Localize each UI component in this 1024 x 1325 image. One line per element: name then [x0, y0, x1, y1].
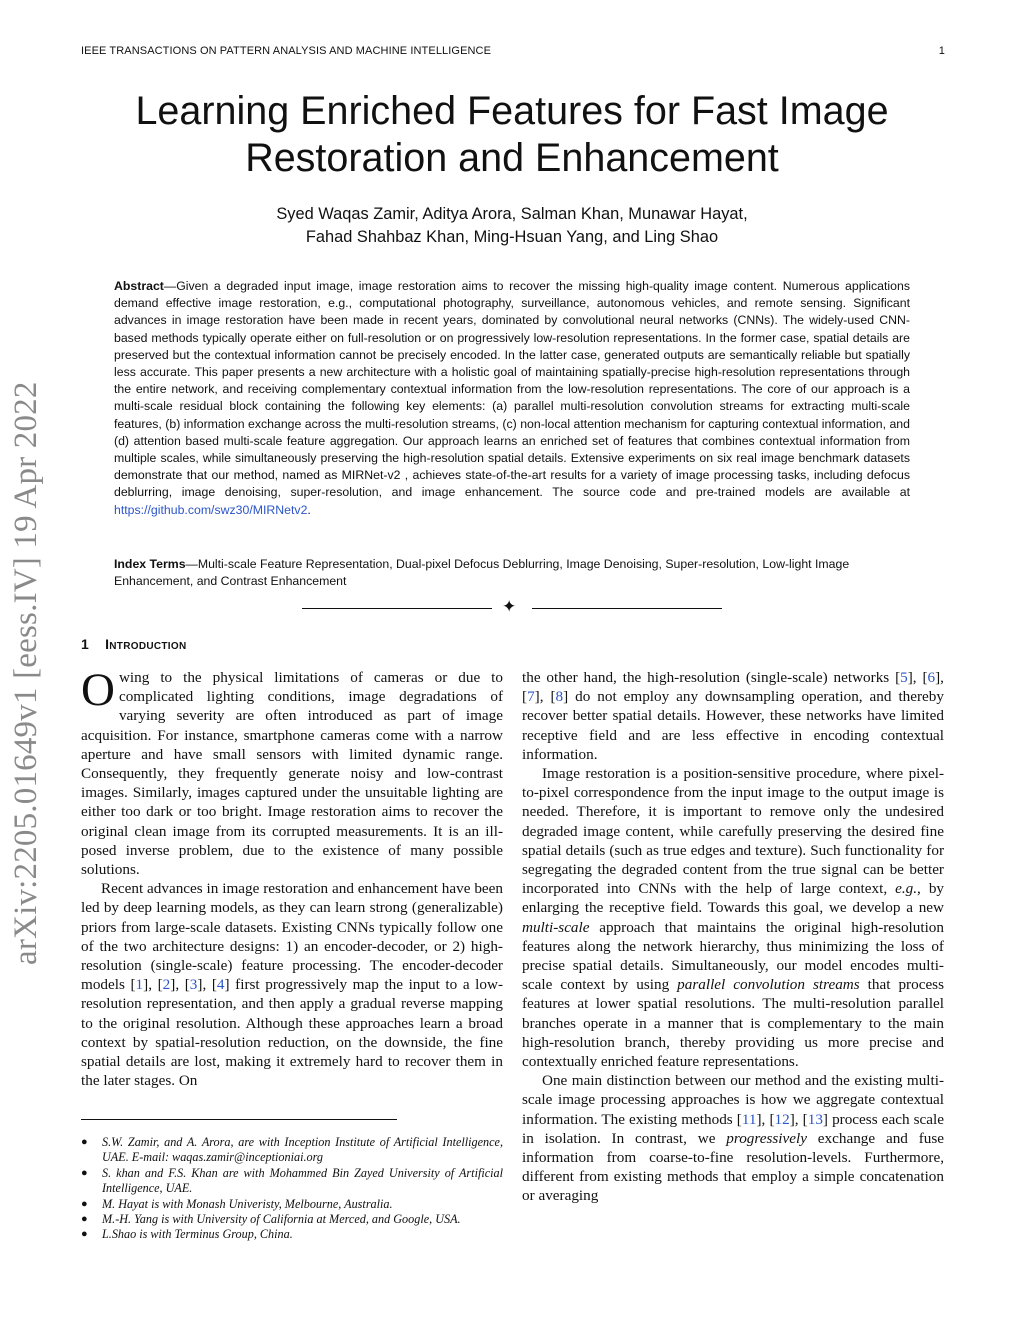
abstract-end: .: [307, 502, 311, 517]
emphasis: progressively: [726, 1129, 807, 1147]
paragraph: [522, 1071, 944, 1205]
footnote-item: [81, 1135, 503, 1166]
paragraph-text: ] do not employ any downsampling operation, and thereby recover better spatial details. However, these networks have limited receptive field and are less effective in encoding contextual information.: [522, 688, 944, 763]
section-number: 1: [81, 636, 90, 652]
index-terms-text: —Multi-scale Feature Representation, Dual-pixel Defocus Deblurring, Image Denoising, Super-resolution, Low-light Image Enhancement, and Contrast Enhancement: [114, 557, 850, 589]
footnote-text: M. Hayat is with Monash Univeristy, Melbourne, Australia.: [102, 1196, 393, 1211]
page-number: 1: [938, 45, 945, 57]
section-title: Introduction: [105, 636, 187, 652]
citation-link[interactable]: 2: [162, 976, 171, 994]
paragraph-text: ], [: [534, 688, 556, 706]
affiliation-footnotes: [81, 1135, 503, 1243]
abstract: [114, 278, 910, 519]
footnote-text: L.Shao is with Terminus Group, China.: [102, 1227, 293, 1242]
paragraph-text: ], [: [789, 1110, 808, 1128]
divider-rule-left: [302, 608, 492, 609]
emphasis: e.g.: [895, 880, 918, 898]
citation-link[interactable]: 3: [189, 976, 198, 994]
paragraph-text: that process features at lower spatial resolutions. The multi-resolution parallel branches operate in a manner that is complementary to the main high-resolution branch, thereby providing us more precise and contextually enriched feature representations.: [522, 976, 945, 1071]
paragraph-text: approach that maintains the original high-resolution features along the network hierarchy, thus minimizing the loss of precise spatial details. Simultaneously, our model encodes multi-scale context by using: [522, 918, 944, 994]
authors-line-2: Fahad Shahbaz Khan, Ming-Hsuan Yang, and Ling Shao: [305, 228, 719, 246]
abstract-label: Abstract: [114, 279, 164, 293]
footnote-item: [81, 1227, 503, 1242]
divider-rule-right: [532, 608, 722, 609]
footnote-text: S. khan and F.S. Khan are with Mohammed Bin Zayed University of Artificial Intelligence, UAE.: [102, 1165, 503, 1196]
paragraph-text: wing to the physical limitations of cameras or due to complicated lighting conditions, image degradations of varying severity are often introduced as part of image acquisition. For instance, smartphone cameras come with a narrow aperture and have small sensors with limited dynamic range. Consequently, they frequently generate noisy and low-contrast images. Similarly, images captured under the unsuitable lighting are either too dark or too bright. Image restoration aims to recover the original clean image from its corrupted measurements. It is an ill-posed inverse problem, due to the existence of many possible solutions.: [81, 669, 503, 879]
paragraph-text: , by enlarging the receptive field. Towards this goal, we develop a new: [522, 880, 945, 917]
section-divider: [302, 597, 722, 616]
bullet-icon: ●: [81, 1136, 88, 1148]
emphasis: multi-scale: [522, 918, 590, 936]
section-heading: [81, 636, 186, 652]
citation-link[interactable]: 11: [741, 1110, 757, 1128]
paragraph: [522, 668, 944, 764]
paper-title: [90, 88, 934, 182]
paragraph: [81, 664, 503, 879]
footnote-item: [81, 1212, 503, 1227]
bullet-icon: ●: [81, 1213, 88, 1226]
paragraph-text: ], [: [170, 976, 190, 994]
bullet-icon: ●: [81, 1197, 88, 1210]
emphasis: parallel convolution streams: [677, 976, 860, 994]
citation-link[interactable]: 8: [555, 688, 564, 706]
paragraph-text: Image restoration is a position-sensitive procedure, where pixel-to-pixel correspondence from the input image to the output image is needed. Therefore, it is important to remove only the undesired degraded image content, while carefully preserving the desired fine spatial details (such as true edges and texture). Such functionality for segregating the degraded content from the true signal can be better incorporated into CNNs with the help of large context,: [522, 765, 944, 898]
paragraph-text: exchange and fuse information from coarse-to-fine resolution-levels. Furthermore, different from existing methods that employ a simple concatenation or averaging: [522, 1129, 944, 1205]
paragraph-text: ], [: [756, 1110, 775, 1128]
title-line-2: Restoration and Enhancement: [245, 136, 779, 180]
footnote-text: M.-H. Yang is with University of California at Merced, and Google, USA.: [102, 1212, 461, 1227]
citation-link[interactable]: 6: [927, 669, 936, 686]
left-column: [81, 664, 504, 1090]
right-column: [522, 668, 944, 1206]
arxiv-stamp: arXiv:2205.01649v1 [eess.IV] 19 Apr 2022: [8, 381, 44, 965]
paragraph-text: Recent advances in image restoration and enhancement have been led by deep learning models, as they can learn strong (generalizable) priors from large-scale datasets. Existing CNNs typically follow one of the two architecture designs: 1) an encoder-decoder, or 2) high-resolution (single-scale) feature processing. The encoder-decoder models [: [81, 880, 503, 994]
footnote-text: S.W. Zamir, and A. Arora, are with Inception Institute of Artificial Intelligence, UAE. E-mail: waqas.zamir@inceptioniai.org: [102, 1135, 503, 1165]
index-terms: [114, 556, 910, 590]
authors-line-1: Syed Waqas Zamir, Aditya Arora, Salman Khan, Munawar Hayat,: [276, 205, 748, 223]
bullet-icon: ●: [81, 1228, 88, 1241]
citation-link[interactable]: 5: [900, 669, 908, 686]
footnote-rule: [81, 1119, 397, 1120]
footnote-item: [81, 1197, 503, 1212]
citation-link[interactable]: 13: [807, 1110, 823, 1128]
code-link[interactable]: https://github.com/swz30/MIRNetv2: [114, 502, 308, 517]
footnote-item: [81, 1166, 503, 1197]
journal-name: IEEE TRANSACTIONS ON PATTERN ANALYSIS AND MACHINE INTELLIGENCE: [81, 45, 492, 57]
abstract-text: —Given a degraded input image, image restoration aims to recover the missing high-quality image content. Numerous applications demand effective image restoration, e.g., computational photography, surveillance, autonomous vehicles, and remote sensing. Significant advances in image restoration have been made in recent years, dominated by convolutional neural networks (CNNs). The widely-used CNN-based methods typically operate either on full-resolution or on progressively low-resolution representations. In the former case, spatial details are preserved but the contextual information cannot be precisely encoded. In the latter case, generated outputs are semantically reliable but spatially less accurate. This paper presents a new architecture with a holistic goal of maintaining spatially-precise high-resolution representations through the entire network, and receiving complementary contextual information from the low-resolution representations. The core of our approach is a multi-scale residual block containing the following key elements: (a) parallel multi-resolution convolution streams for extracting multi-scale features, (b) information exchange across the multi-resolution streams, (c) non-local attention mechanism for capturing contextual information, and (d) attention based multi-scale feature aggregation. Our approach learns an enriched set of features that combines contextual information from multiple scales, while simultaneously preserving the high-resolution spatial details. Extensive experiments on six real image benchmark datasets demonstrate that our method, named as MIRNet-v2 , achieves state-of-the-art results for a variety of image processing tasks, including defocus deblurring, image denoising, super-resolution, and image enhancement. The source code and pre-trained models are available at: [114, 279, 910, 500]
paragraph: [522, 764, 944, 1071]
running-head: [81, 45, 945, 57]
title-line-1: Learning Enriched Features for Fast Image: [135, 89, 889, 133]
paragraph-text: the other hand, the high-resolution (single-scale) networks [: [522, 669, 901, 686]
bullet-icon: ●: [81, 1166, 88, 1179]
paragraph-text: One main distinction between our method and the existing multi-scale image processing approaches is how we aggregate contextual information. The existing methods [: [522, 1072, 944, 1128]
citation-link[interactable]: 12: [774, 1110, 790, 1128]
paragraph-text: ], [: [907, 669, 928, 686]
citation-link[interactable]: 7: [527, 688, 535, 706]
diamond-star-icon: ✦: [502, 597, 517, 616]
author-list: [150, 203, 874, 249]
paragraph-text: ], [: [522, 669, 944, 706]
paragraph-text: ], [: [143, 976, 163, 994]
paragraph-text: ] process each scale in isolation. In contrast, we: [522, 1110, 944, 1147]
citation-link[interactable]: 1: [135, 976, 144, 994]
paragraph-text: ], [: [197, 976, 217, 994]
citation-link[interactable]: 4: [216, 976, 225, 994]
drop-cap: O: [81, 664, 115, 716]
paragraph-text: ] first progressively map the input to a low-resolution representation, and then apply a gradual reverse mapping to the original resolution. Although these approaches learn a broad context by spatial-resolution reduction, on the downside, the fine spatial details are lost, making it extremely hard to recover them in the later stages. On: [81, 976, 504, 1090]
paragraph: [81, 879, 503, 1090]
index-terms-label: Index Terms: [114, 557, 186, 571]
